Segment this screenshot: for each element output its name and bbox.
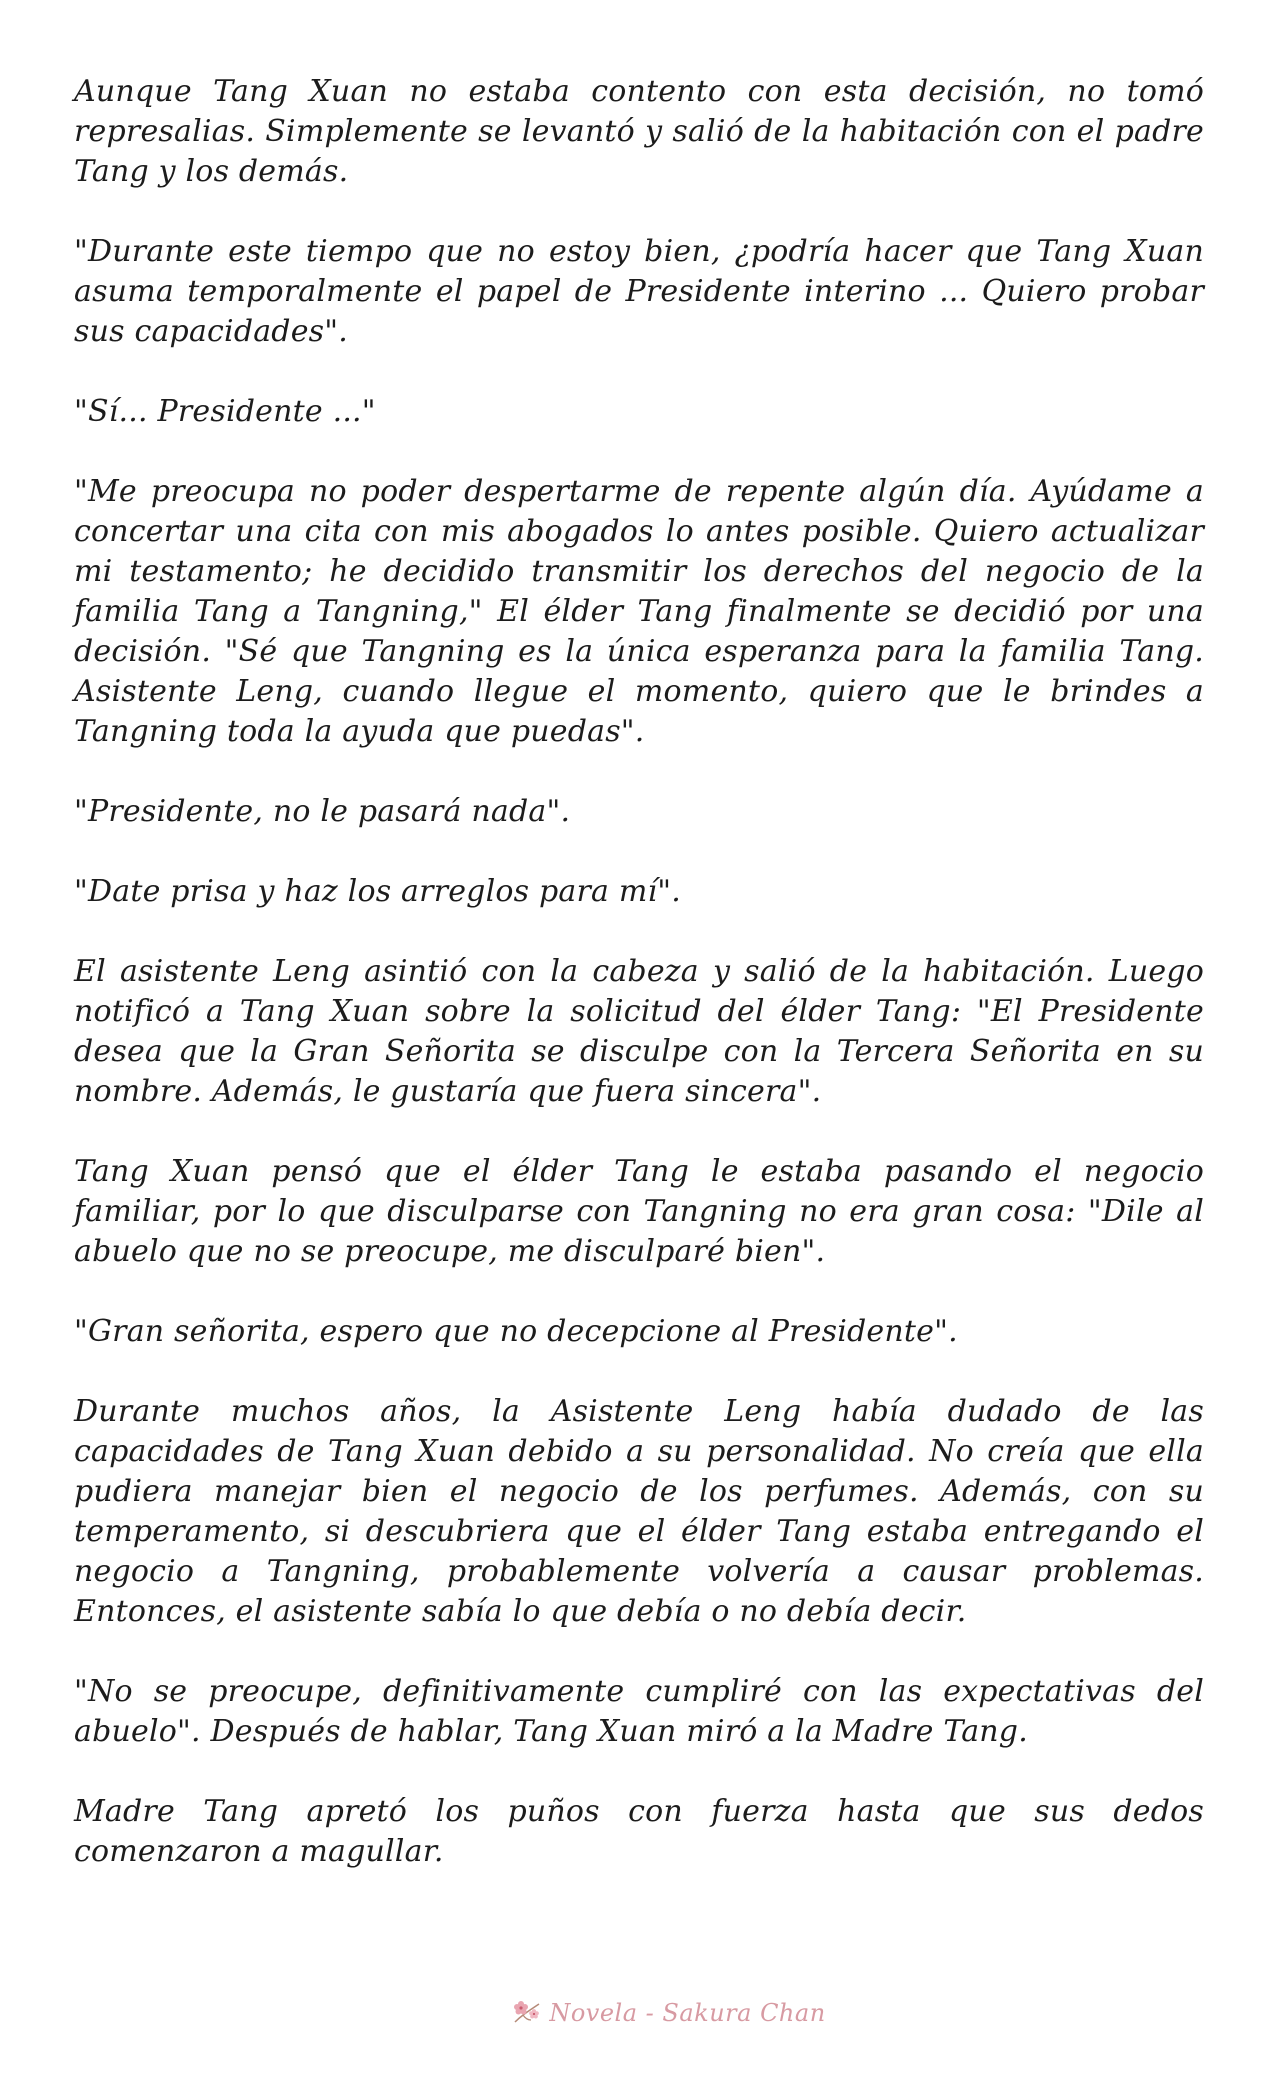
watermark-text: Novela - Sakura Chan — [549, 1999, 826, 2027]
paragraph-5: "Presidente, no le pasará nada". — [74, 794, 571, 829]
watermark — [0, 1998, 1275, 2033]
document-body — [74, 72, 1204, 1912]
paragraph-1: Aunque Tang Xuan no estaba contento con esta decisión, no tomó represalias. Simplemente se levantó y salió de la habitación con el padre Tang y los demás. — [74, 74, 1204, 189]
sakura-flower-icon — [509, 1998, 543, 2028]
paragraph-8: Tang Xuan pensó que el élder Tang le estaba pasando el negocio familiar, por lo que disculparse con Tangning no era gran cosa: "Dile al abuelo que no se preocupe, me disculparé bien". — [74, 1154, 1204, 1269]
paragraph-10: Durante muchos años, la Asistente Leng había dudado de las capacidades de Tang Xuan debido a su personalidad. No creía que ella pudiera manejar bien el negocio de los perfumes. Además, con su temperamento, si descubriera que el élder Tang estaba entregando el negocio a Tangning, probablemente volvería a causar problemas. Entonces, el asistente sabía lo que debía o no debía decir. — [74, 1394, 1204, 1629]
paragraph-4: "Me preocupa no poder despertarme de repente algún día. Ayúdame a concertar una cita con mis abogados lo antes posible. Quiero actualizar mi testamento; he decidido transmitir los derechos del negocio de la familia Tang a Tangning," El élder Tang finalmente se decidió por una decisión. "Sé que Tangning es la única esperanza para la familia Tang. Asistente Leng, cuando llegue el momento, quiero que le brindes a Tangning toda la ayuda que puedas". — [74, 474, 1204, 749]
paragraph-7: El asistente Leng asintió con la cabeza y salió de la habitación. Luego notificó a Tang Xuan sobre la solicitud del élder Tang: "El Presidente desea que la Gran Señorita se disculpe con la Tercera Señorita en su nombre. Además, le gustaría que fuera sincera". — [74, 954, 1204, 1109]
paragraph-9: "Gran señorita, espero que no decepcione al Presidente". — [74, 1314, 958, 1349]
paragraph-6: "Date prisa y haz los arreglos para mí". — [74, 874, 682, 909]
paragraph-11: "No se preocupe, definitivamente cumpliré con las expectativas del abuelo". Después de hablar, Tang Xuan miró a la Madre Tang. — [74, 1674, 1204, 1749]
paragraph-2: "Durante este tiempo que no estoy bien, ¿podría hacer que Tang Xuan asuma temporalmente el papel de Presidente interino ... Quiero probar sus capacidades". — [74, 234, 1204, 349]
paragraph-12: Madre Tang apretó los puños con fuerza hasta que sus dedos comenzaron a magullar. — [74, 1794, 1204, 1869]
paragraph-3: "Sí... Presidente ..." — [74, 394, 376, 429]
